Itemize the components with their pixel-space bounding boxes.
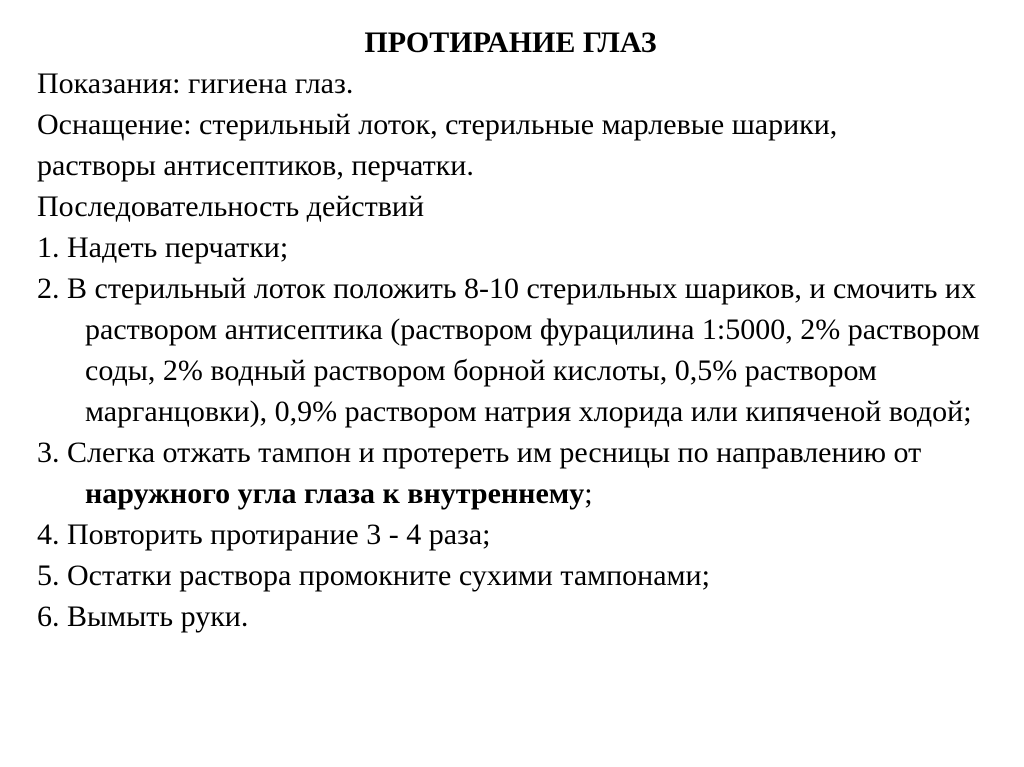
equipment-text-line-1: Оснащение: стерильный лоток, стерильные марлевые шарики, [37, 108, 838, 141]
equipment-text-line-2: растворы антисептиков, перчатки. [37, 149, 474, 182]
slide-title: ПРОТИРАНИЕ ГЛАЗ [364, 26, 657, 59]
step-3-text-end: ; [584, 477, 593, 510]
step-3-text-start: 3. Слегка отжать тампон и протереть им ресницы по направлению от [37, 436, 922, 469]
step-6: 6. Вымыть руки. [37, 600, 249, 633]
step-1: 1. Надеть перчатки; [37, 231, 289, 264]
step-2: 2. В стерильный лоток положить 8-10 стерильных шариков, и смочить их раствором антисептика (раствором фурацилина 1:5000, 2% раствором соды, 2% водный раствором борной кислоты, 0,5% раствором марганцовки), 0,9% раствором натрия хлорида или кипяченой водой; [37, 272, 980, 428]
step-3-emphasis: наружного угла глаза к внутреннему [85, 477, 585, 510]
sequence-heading: Последовательность действий [37, 190, 425, 223]
step-4: 4. Повторить протирание 3 - 4 раза; [37, 518, 491, 551]
step-3 [37, 432, 984, 514]
indications-text: Показания: гигиена глаз. [37, 67, 354, 100]
step-5: 5. Остатки раствора промокните сухими тампонами; [37, 559, 710, 592]
